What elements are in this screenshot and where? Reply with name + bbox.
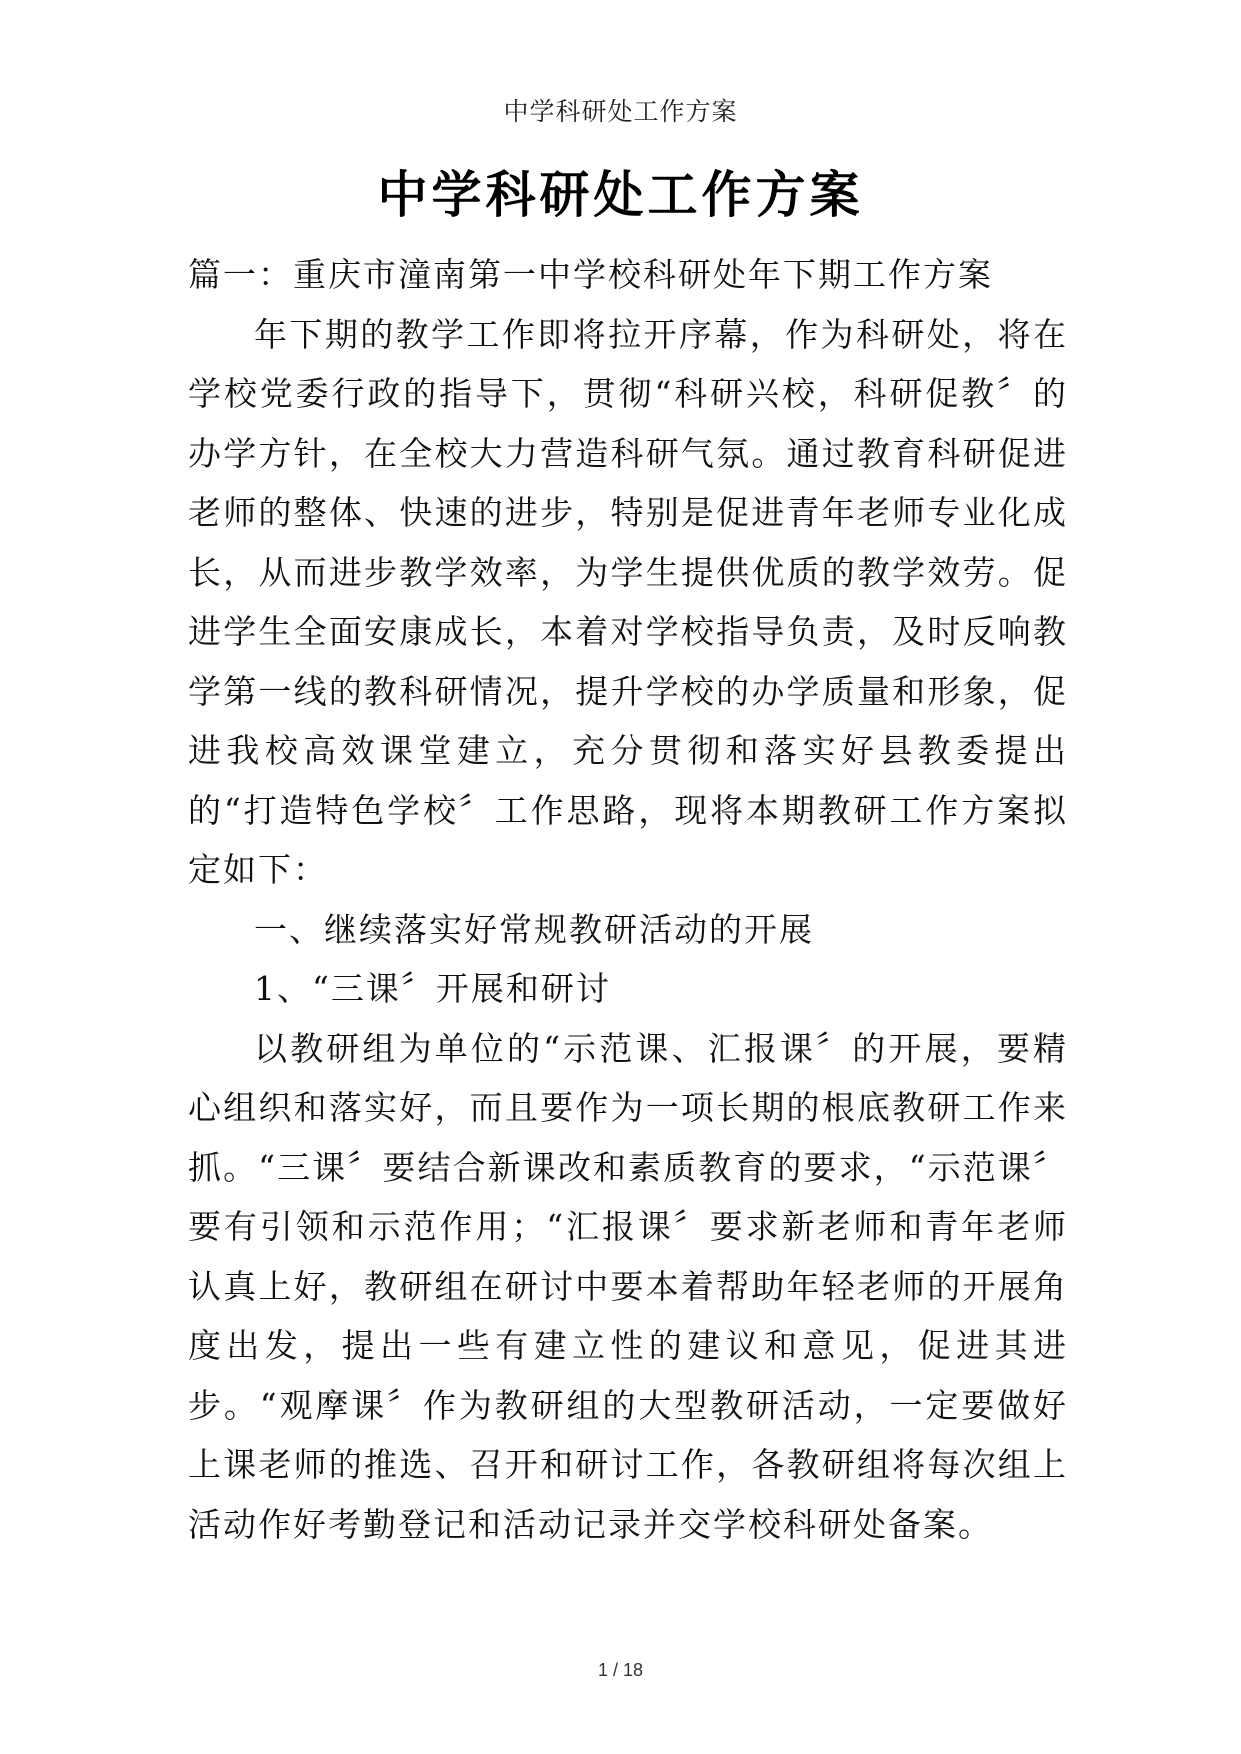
section-heading-one: 一、继续落实好常规教研活动的开展 [254, 909, 814, 949]
running-header: 中学科研处工作方案 [503, 97, 738, 126]
intro-paragraph: 年下期的教学工作即将拉开序幕，作为科研处，将在学校党委行政的指导下，贯彻“科研兴校，科研促教〞的办学方针，在全校大力营造科研气氛。通过教育科研促进老师的整体、快速的进步，特别是促进青年老师专业化成长，从而进步教学效率，为学生提供优质的教学效劳。促进学生全面安康成长，本着对学校指导负责，及时反响教学第一线的教科研情况，提升学校的办学质量和形象，促进我校高效课堂建立，充分贯彻和落实好县教委提出的“打造特色学校〞工作思路，现将本期教研工作方案拟定如下： [188, 314, 1068, 889]
body-paragraph: 以教研组为单位的“示范课、汇报课〞的开展，要精心组织和落实好，而且要作为一项长期的根底教研工作来抓。“三课〞要结合新课改和素质教育的要求，“示范课〞要有引领和示范作用；“汇报课〞要求新老师和青年老师认真上好，教研组在研讨中要本着帮助年轻老师的开展角度出发，提出一些有建立性的建议和意见，促进其进步。“观摩课〞作为教研组的大型教研活动，一定要做好上课老师的推选、召开和研讨工作，各教研组将每次组上活动作好考勤登记和活动记录并交学校科研处备案。 [188, 1028, 1068, 1544]
section-heading-part-one: 篇一：重庆市潼南第一中学校科研处年下期工作方案 [188, 255, 993, 294]
document-body [188, 245, 1068, 1554]
subsection-heading-one: 1、“三课〞开展和研讨 [254, 969, 611, 1008]
document-title: 中学科研处工作方案 [377, 165, 864, 224]
page-number: 1 / 18 [597, 1660, 644, 1680]
